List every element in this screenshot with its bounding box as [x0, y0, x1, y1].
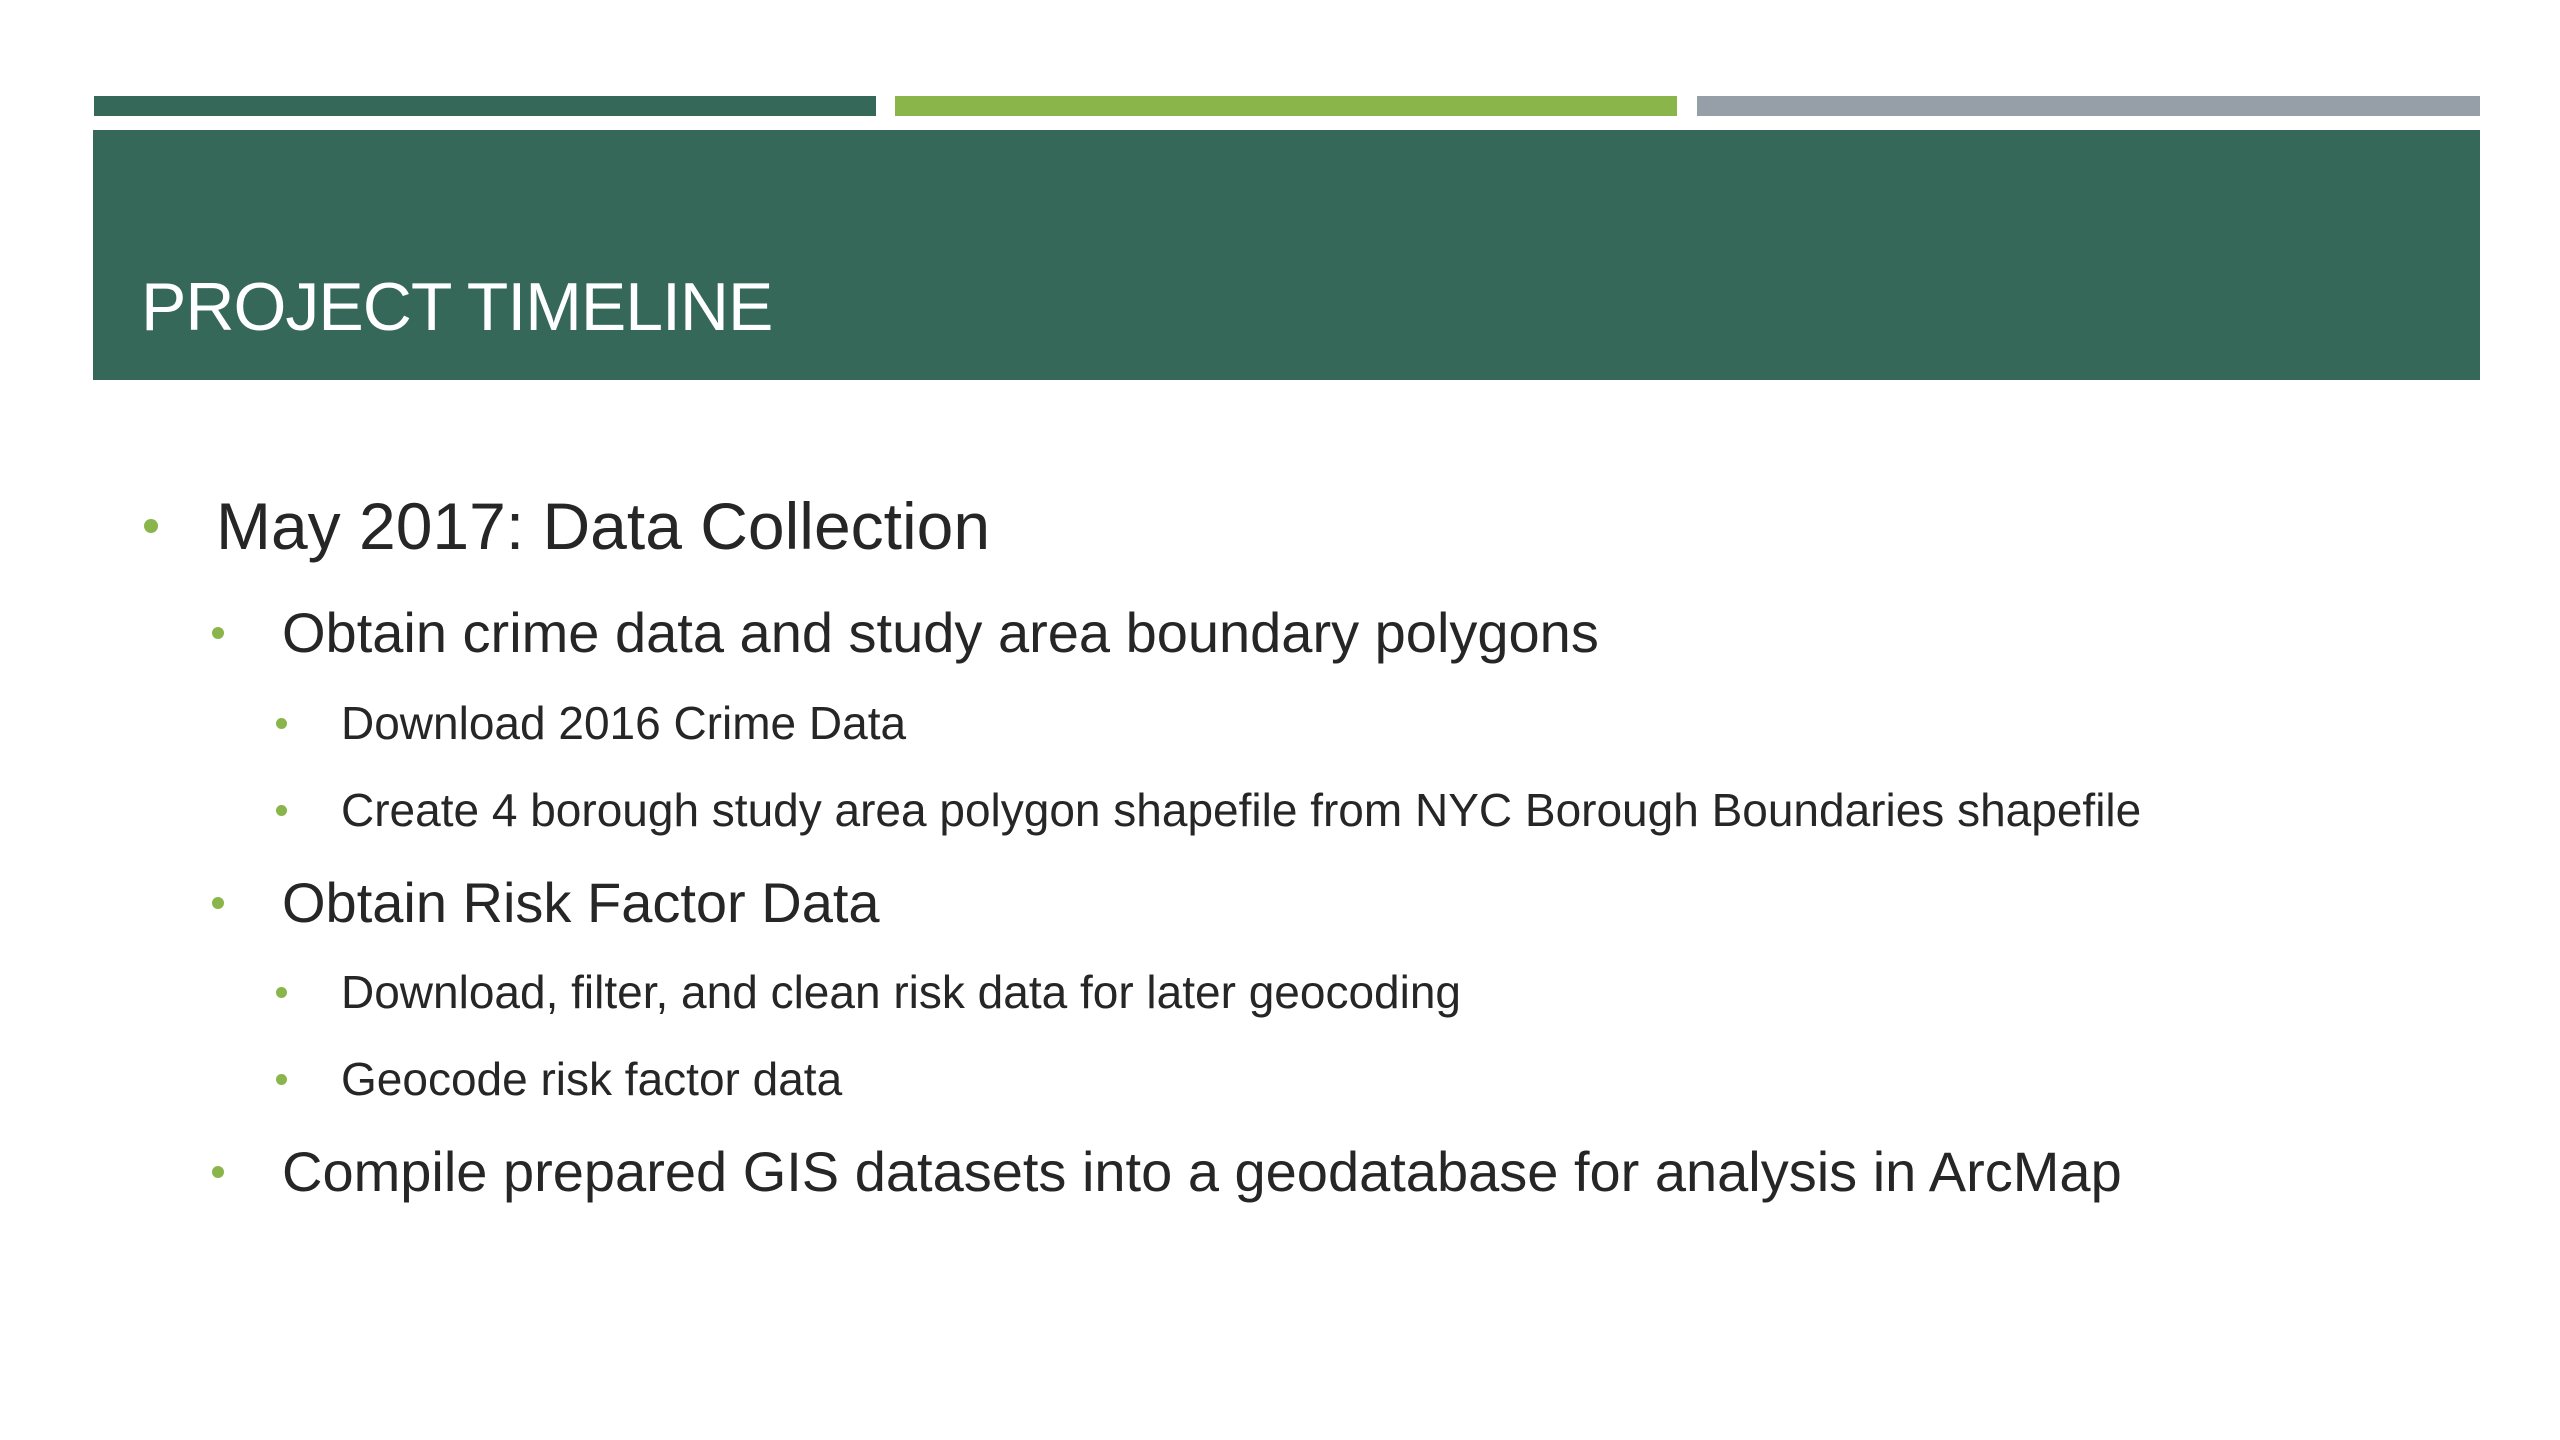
accent-bar-dark-green: [94, 96, 876, 116]
bullet-dot: [212, 1166, 224, 1178]
bullet-dot: [212, 897, 224, 909]
bullet-obtain-crime-data: [212, 600, 1599, 665]
bullet-text: Geocode risk factor data: [341, 1053, 843, 1105]
bullet-dot: [276, 1074, 287, 1085]
bullet-text: Download, filter, and clean risk data for later geocoding: [341, 966, 1461, 1018]
bullet-create-borough-polygon: [276, 783, 2141, 837]
bullet-dot: [212, 627, 224, 639]
bullet-dot: [144, 519, 158, 533]
bullet-download-filter-clean: [276, 965, 1461, 1019]
accent-bar-gray: [1697, 96, 2480, 116]
bullet-obtain-risk-factor-data: [212, 870, 880, 935]
bullet-text: Create 4 borough study area polygon shapefile from NYC Borough Boundaries shapefile: [341, 784, 2142, 836]
bullet-text: Download 2016 Crime Data: [341, 697, 907, 749]
bullet-dot: [276, 805, 287, 816]
bullet-dot: [276, 987, 287, 998]
bullet-geocode-risk-factor: [276, 1052, 842, 1106]
slide-title: PROJECT TIMELINE: [141, 269, 773, 345]
bullet-text: Obtain Risk Factor Data: [282, 871, 880, 934]
bullet-compile-gis-datasets: [212, 1139, 2122, 1204]
bullet-dot: [276, 718, 287, 729]
bullet-text: May 2017: Data Collection: [216, 489, 991, 563]
bullet-may-2017-data-collection: [144, 488, 990, 564]
accent-bar-light-green: [895, 96, 1677, 116]
title-band: [93, 130, 2480, 380]
bullet-download-crime-data: [276, 696, 906, 750]
bullet-text: Obtain crime data and study area boundary polygons: [282, 601, 1599, 664]
bullet-text: Compile prepared GIS datasets into a geodatabase for analysis in ArcMap: [282, 1140, 2122, 1203]
